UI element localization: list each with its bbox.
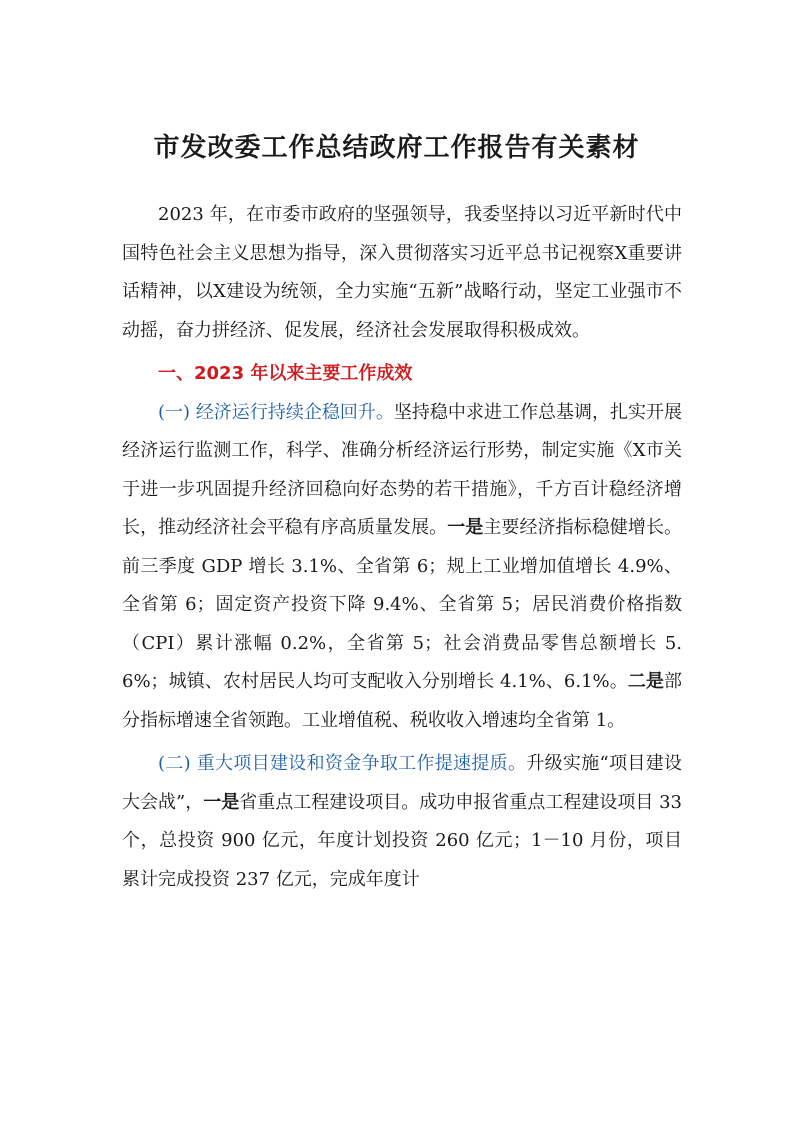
- point-text-1: 主要经济指标稳健增长。前三季度 GDP 增长 3.1%、全省第 6；规上工业增加值增长 4.9%、全省第 6；固定资产投资下降 9.4%、全省第 5；居民消费价格指数（CPI）累计涨幅 0.2%，全省第 5；社会消费品零售总额增长 5.6%；城镇、农村居民人均可支配收入分别增长 4.1%、6.1%。: [122, 517, 683, 692]
- subsection-2-heading: (二) 重大项目建设和资金争取工作提速提质。: [158, 753, 527, 774]
- point-lead-3: 一是: [203, 791, 240, 813]
- document-title: 市发改委工作总结政府工作报告有关素材: [153, 133, 640, 163]
- subsection-1-paragraph: [122, 394, 682, 741]
- point-lead-1: 一是: [447, 517, 484, 538]
- point-text-3: 省重点工程建设项目。成功申报省重点工程建设项目 33 个，总投资 900 亿元，年度计划投资 260 亿元；1－10 月份，项目累计完成投资 237 亿元，完成年度计: [122, 791, 683, 890]
- section-heading: [122, 355, 682, 394]
- subsection-1-text: 坚持稳中求进工作总基调，扎实开展经济运行监测工作，科学、准确分析经济运行形势，制定实施《X市关于进一步巩固提升经济回稳向好态势的若干措施》，千方百计稳经济增长，推动经济社会平稳有序高质量发展。: [122, 401, 683, 538]
- document-body: [122, 196, 682, 899]
- subsection-2-paragraph: [122, 745, 682, 899]
- point-lead-2: 二是: [627, 671, 665, 692]
- intro-paragraph: 2023 年，在市委市政府的坚强领导，我委坚持以习近平新时代中国特色社会主义思想为指导，深入贯彻落实习近平总书记视察X重要讲话精神，以X建设为统领，全力实施“五新”战略行动，坚定工业强市不动摇，奋力拼经济、促发展，经济社会发展取得积极成效。: [122, 204, 682, 341]
- section-heading-text: 一、2023 年以来主要工作成效: [158, 363, 413, 384]
- subsection-1-heading: (一) 经济运行持续企稳回升。: [158, 401, 394, 423]
- subsection-2-text: 升级实施“项目建设大会战”，: [122, 753, 683, 813]
- point-text-2: 部分指标增速全省领跑。工业增值税、税收收入增速均全省第 1。: [122, 671, 683, 731]
